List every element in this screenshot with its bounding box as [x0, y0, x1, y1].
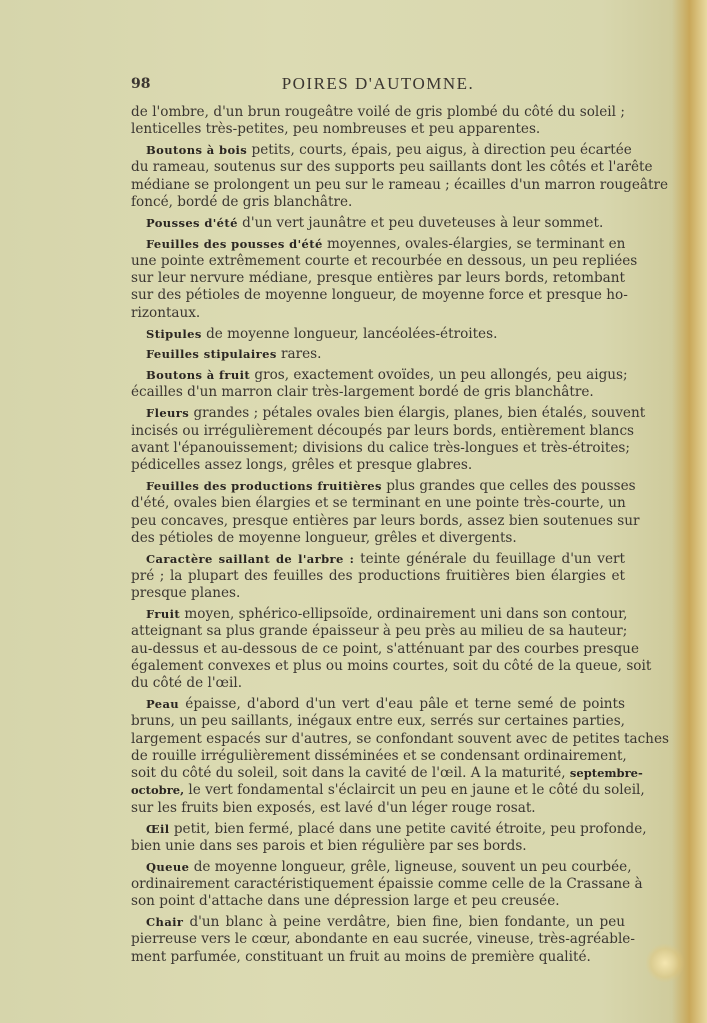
page-body	[131, 104, 669, 966]
line-text: écailles d'un marron clair très-largement bordé de gris blanchâtre.	[131, 384, 594, 401]
description-paragraph	[131, 477, 640, 547]
line-text: moyennes, ovales-élargies, se terminant en	[322, 235, 626, 252]
text-line	[131, 568, 625, 585]
text-line	[131, 875, 643, 893]
text-line	[131, 477, 636, 495]
paragraph-term: Fleurs	[146, 406, 190, 421]
description-paragraph	[131, 914, 635, 966]
text-line	[131, 675, 625, 692]
text-line	[131, 765, 643, 782]
text-line	[131, 215, 625, 232]
description-paragraph	[131, 820, 647, 856]
line-text: épaisse, d'abord d'un vert d'eau pâle et terne semé de points	[179, 696, 625, 712]
line-text: gros, exactement ovoïdes, un peu allongés, peu aigus;	[250, 367, 628, 384]
text-line	[131, 949, 625, 966]
page-number: 98	[131, 76, 151, 92]
line-text: peu concaves, presque entières par leurs bords, assez bien soutenues sur	[131, 512, 640, 529]
running-header	[131, 74, 625, 96]
text-line	[131, 551, 625, 568]
paragraph-term: Queue	[146, 859, 190, 874]
text-line	[131, 696, 625, 713]
line-text: ordinairement caractéristiquement épaissie comme celle de la Crassane à	[131, 875, 643, 892]
line-text: d'été, ovales bien élargies et se terminant en une pointe très-courte, un	[131, 495, 626, 512]
line-text: d'un blanc à peine verdâtre, bien fine, bien fondante, un peu	[183, 914, 625, 931]
line-text: pierreuse vers le cœur, abondante en eau sucrée, vineuse, très-agréable-	[131, 931, 635, 948]
text-line	[131, 495, 625, 512]
description-paragraph	[131, 346, 625, 363]
text-line	[131, 623, 628, 640]
description-paragraph	[131, 235, 638, 322]
paragraph-term: Pousses d'été	[146, 215, 238, 230]
text-line	[131, 914, 625, 931]
line-text: au-dessus et au-dessous de ce point, s'atténuant par des courbes presque	[131, 640, 639, 657]
description-paragraph	[131, 696, 669, 817]
text-line	[131, 893, 625, 910]
paragraph-term: Fruit	[146, 607, 181, 622]
line-text: largement espacés sur d'autres, se confondant souvent avec de petites taches	[131, 730, 669, 747]
text-line	[131, 326, 625, 343]
text-line	[131, 838, 625, 855]
line-text: soit du côté du soleil, soit dans la cavité de l'œil. A la maturité,	[131, 765, 570, 782]
description-paragraph	[131, 551, 625, 603]
text-line	[131, 252, 638, 270]
text-line	[131, 585, 625, 602]
text-line	[131, 270, 625, 287]
line-text: bien unie dans ses parois et bien régulière par ses bords.	[131, 837, 527, 854]
line-text: foncé, bordé de gris blanchâtre.	[131, 193, 353, 210]
paragraph-term: Caractère saillant de l'arbre :	[146, 551, 355, 566]
line-text: sur leur nervure médiane, presque entières par leurs bords, retombant	[131, 270, 625, 287]
text-line	[131, 305, 625, 322]
line-text: d'un vert jaunâtre et peu duveteuses à leur sommet.	[237, 214, 604, 231]
line-text: du rameau, soutenus sur des supports peu saillants dont les côtés et l'arête	[131, 159, 653, 176]
line-text: sur les fruits bien exposés, est lavé d'un léger rouge rosat.	[131, 799, 536, 816]
text-line	[131, 782, 645, 799]
text-line	[131, 384, 625, 401]
line-text: le vert fondamental s'éclaircit un peu en jaune et le côté du soleil,	[184, 782, 645, 799]
description-paragraph	[131, 858, 643, 911]
text-line	[131, 657, 652, 675]
line-text: teinte générale du feuillage d'un vert	[354, 550, 625, 567]
line-text: de l'ombre, d'un brun rougeâtre voilé de gris plombé du côté du soleil ;	[131, 104, 625, 120]
text-line	[131, 194, 625, 211]
line-text: de moyenne longueur, lancéolées-étroites.	[201, 325, 498, 342]
line-text: sur des pétioles de moyenne longueur, de moyenne force et presque ho-	[131, 287, 628, 304]
text-line	[131, 512, 640, 530]
line-text: du côté de l'œil.	[131, 675, 243, 692]
line-text: également convexes et plus ou moins courtes, soit du côté de la queue, soit	[131, 657, 652, 674]
book-page	[131, 74, 669, 969]
text-line	[131, 142, 632, 159]
description-paragraph	[131, 215, 625, 232]
text-line	[131, 346, 625, 363]
text-line	[131, 640, 639, 658]
line-text: grandes ; pétales ovales bien élargis, planes, bien étalés, souvent	[189, 405, 646, 422]
running-title: POIRES D'AUTOMNE.	[281, 74, 475, 93]
paragraph-term: Feuilles des productions fruitières	[146, 478, 382, 493]
line-text: pédicelles assez longs, grêles et presque glabres.	[131, 457, 473, 474]
text-line	[131, 104, 625, 121]
text-line	[131, 176, 669, 194]
line-text: pré ; la plupart des feuilles des productions fruitières bien élargies et	[131, 567, 625, 584]
text-line	[131, 748, 625, 765]
text-line	[131, 439, 630, 457]
page-stain	[645, 943, 685, 983]
text-line	[131, 236, 625, 253]
description-paragraph	[131, 405, 646, 474]
paragraph-term: Stipules	[146, 326, 202, 341]
paragraph-term: Chair	[146, 915, 184, 930]
line-text: une pointe extrêmement courte et recourbée en dessous, un peu repliées	[131, 252, 638, 269]
line-text: petits, courts, épais, peu aigus, à direction peu écartée	[247, 142, 632, 159]
line-text: médiane se prolongent un peu sur le rameau ; écailles d'un marron rougeâtre	[131, 176, 669, 193]
text-line	[131, 713, 625, 730]
paragraph-term: Feuilles des pousses d'été	[146, 236, 323, 251]
line-text: de moyenne longueur, grêle, ligneuse, souvent un peu courbée,	[189, 858, 632, 875]
line-text: rizontaux.	[131, 304, 201, 321]
line-text: lenticelles très-petites, peu nombreuses et peu apparentes.	[131, 121, 541, 138]
line-text: son point d'attache dans une dépression large et peu creusée.	[131, 893, 560, 910]
description-paragraph	[131, 606, 652, 692]
bold-term: octobre,	[131, 783, 185, 798]
line-text: ment parfumée, constituant un fruit au moins de première qualité.	[131, 948, 591, 965]
line-text: des pétioles de moyenne longueur, grêles et divergents.	[131, 529, 517, 546]
text-line	[131, 287, 628, 304]
bold-term: septembre-	[569, 766, 643, 781]
paragraph-term: Peau	[146, 697, 180, 711]
description-paragraph	[131, 326, 625, 343]
text-line	[131, 422, 635, 440]
text-line	[131, 931, 635, 948]
text-line	[131, 367, 628, 384]
paragraph-term: Œil	[146, 821, 170, 836]
text-line	[131, 405, 646, 422]
paragraph-term: Boutons à fruit	[146, 368, 251, 383]
description-paragraph	[131, 142, 669, 211]
text-line	[131, 730, 669, 748]
line-text: de rouille irrégulièrement disséminées et se condensant ordinairement,	[131, 747, 627, 764]
text-line	[131, 820, 647, 838]
text-line	[131, 800, 625, 817]
line-text: rares.	[276, 346, 322, 363]
paragraph-term: Feuilles stipulaires	[146, 347, 277, 362]
text-line	[131, 858, 632, 876]
text-line	[131, 159, 653, 176]
paragraph-term: Boutons à bois	[146, 143, 248, 158]
line-text: plus grandes que celles des pousses	[381, 477, 636, 494]
line-text: moyen, sphérico-ellipsoïde, ordinairement uni dans son contour,	[180, 606, 628, 623]
line-text: presque planes.	[131, 585, 241, 602]
line-text: bruns, un peu saillants, inégaux entre eux, serrés sur certaines parties,	[131, 713, 625, 730]
description-paragraph	[131, 367, 628, 402]
line-text: avant l'épanouissement; divisions du calice très-longues et très-étroites;	[131, 439, 630, 456]
text-line	[131, 606, 628, 623]
text-line	[131, 530, 625, 547]
line-text: petit, bien fermé, placé dans une petite cavité étroite, peu profonde,	[169, 820, 647, 837]
text-line	[131, 457, 625, 474]
line-text: incisés ou irrégulièrement découpés par leurs bords, entièrement blancs	[131, 422, 635, 439]
line-text: atteignant sa plus grande épaisseur à peu près au milieu de sa hauteur;	[131, 623, 628, 640]
description-paragraph	[131, 104, 625, 139]
text-line	[131, 121, 625, 138]
